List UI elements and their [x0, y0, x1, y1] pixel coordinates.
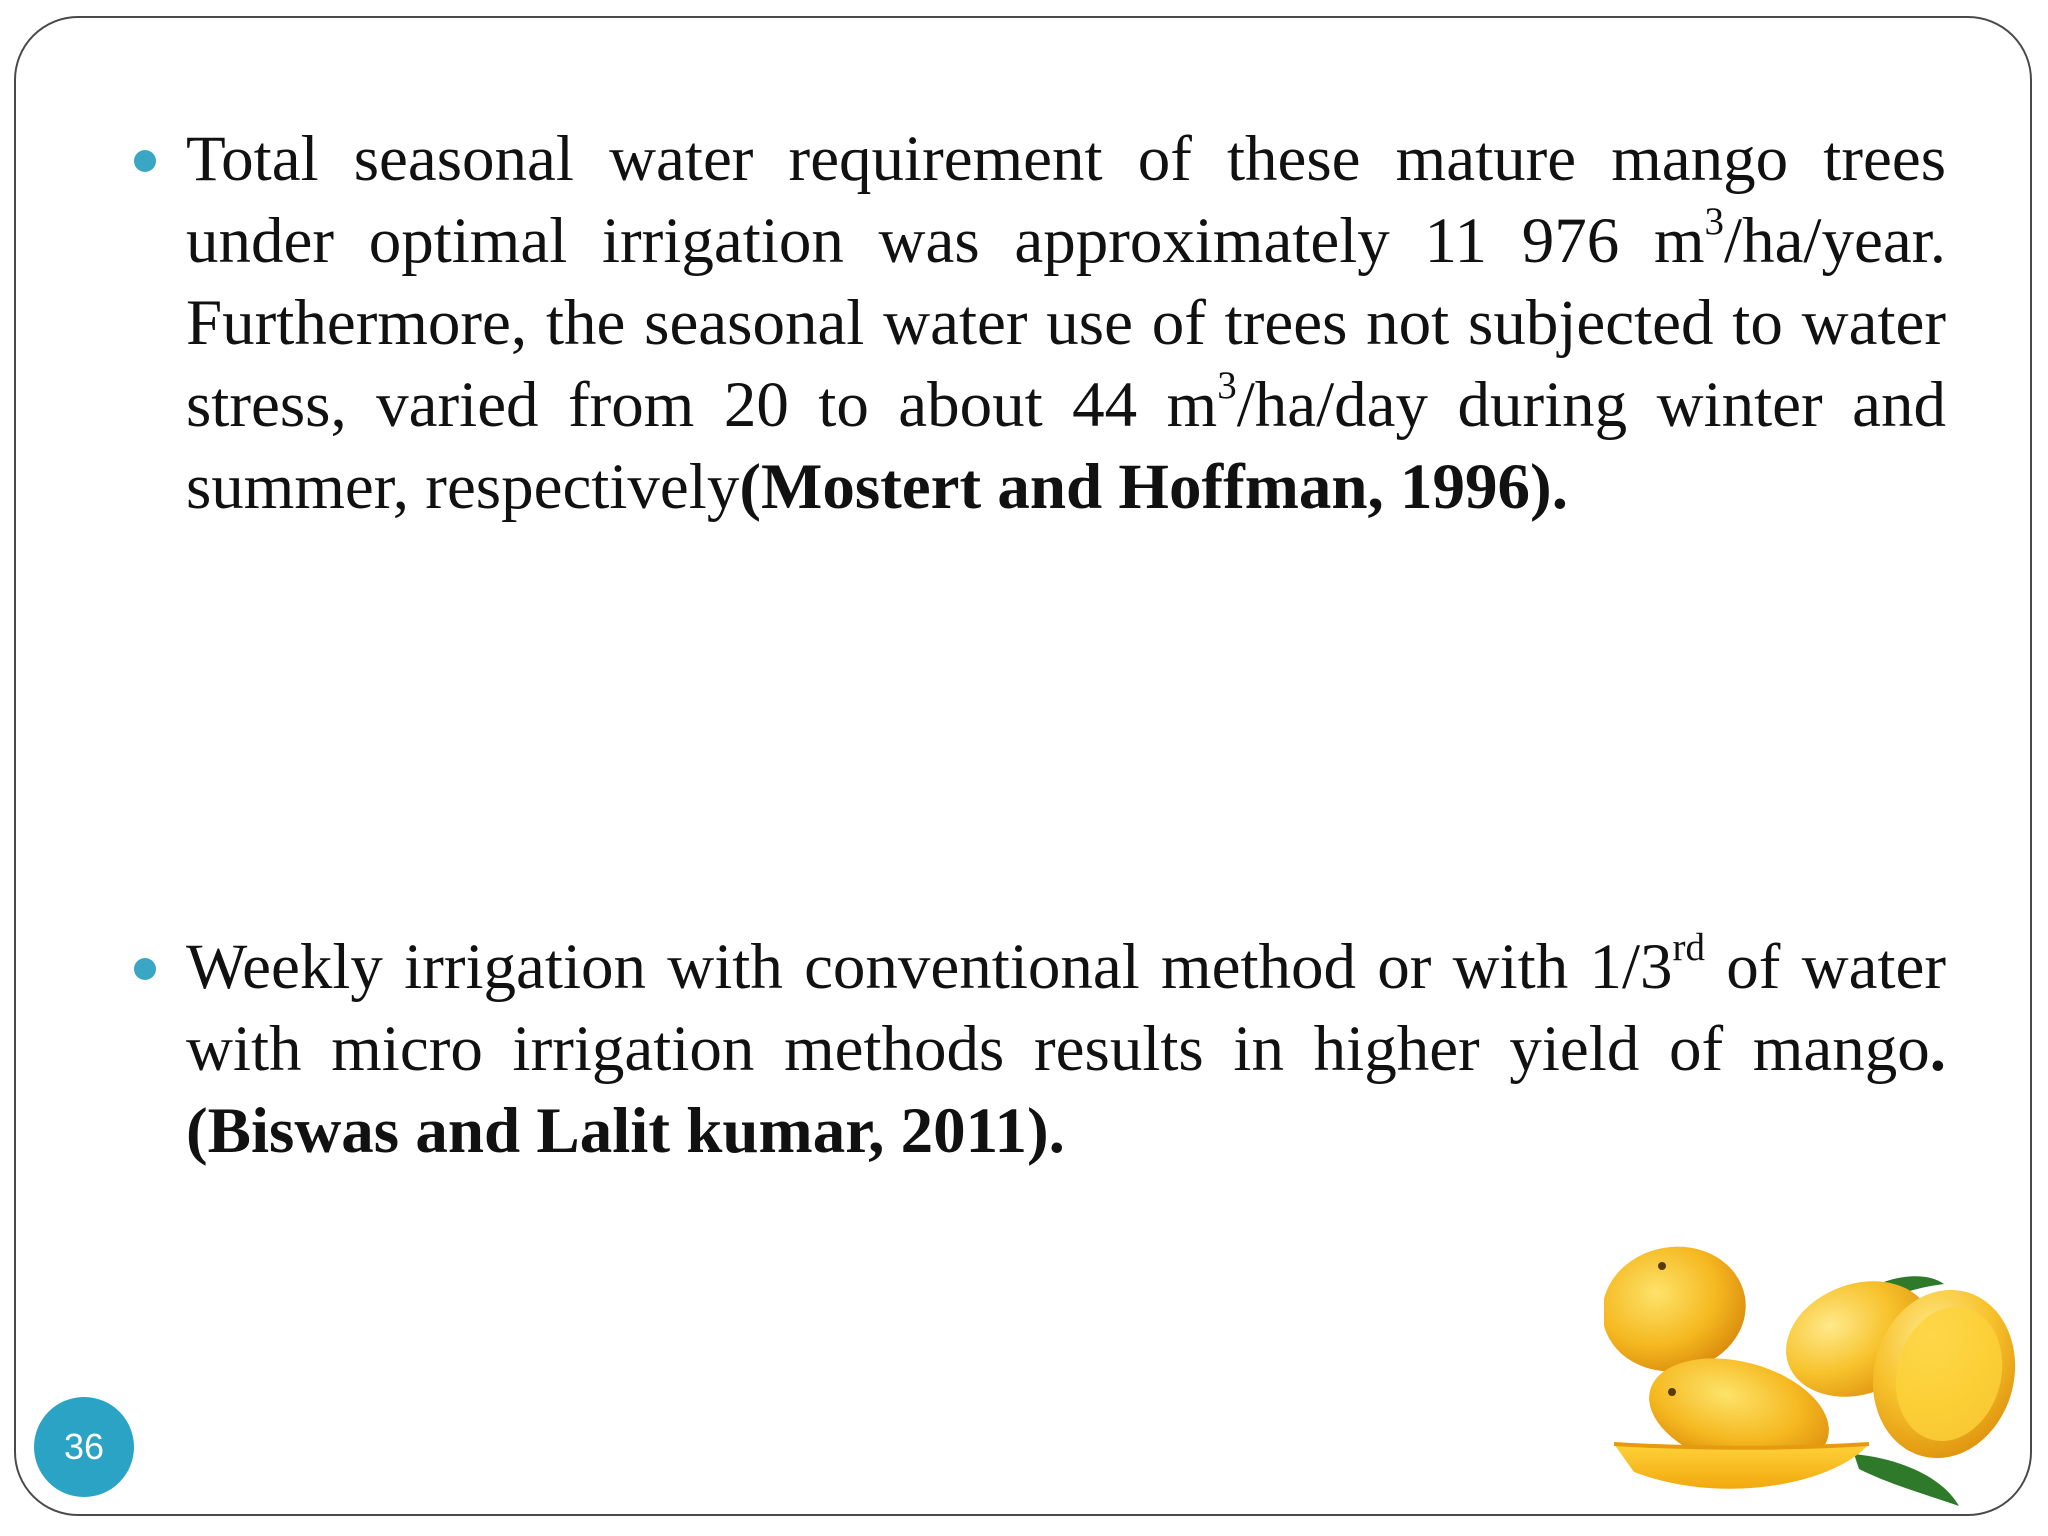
mango-fruits-icon — [1604, 1244, 2024, 1514]
citation: . (Biswas and Lalit kumar, 2011). — [186, 1013, 1946, 1167]
bullet-dot-icon — [134, 958, 156, 980]
page-number-badge: 36 — [34, 1397, 134, 1497]
bullet-text-part: Weekly irrigation with conventional method or with 1/3 — [186, 931, 1673, 1003]
bullet-text-part: /ha/day during winter and summer, respectively — [186, 369, 1946, 523]
citation: (Mostert and Hoffman, 1996). — [739, 451, 1568, 523]
bullet-text-part: Total seasonal water requirement of these mature mango trees under optimal irrigation was approximately 11 976 m — [186, 123, 1946, 277]
slide — [14, 16, 2032, 1516]
superscript: 3 — [1217, 363, 1237, 407]
bullet-text-part: of water with micro irrigation methods results in higher yield of mango — [186, 931, 1946, 1085]
mango-slice-shape — [1614, 1444, 1869, 1489]
superscript: 3 — [1704, 199, 1725, 243]
leaf-shape — [1854, 1454, 1959, 1506]
superscript: rd — [1672, 925, 1706, 969]
bullet-item-water-requirement — [186, 118, 1946, 528]
bullet-dot-icon — [134, 150, 156, 172]
bullet-item-weekly-irrigation — [186, 926, 1946, 1172]
bullet-text-part: /ha/year. Furthermore, the seasonal water use of trees not subjected to water stress, varied from 20 to about 44 m — [186, 205, 1946, 441]
